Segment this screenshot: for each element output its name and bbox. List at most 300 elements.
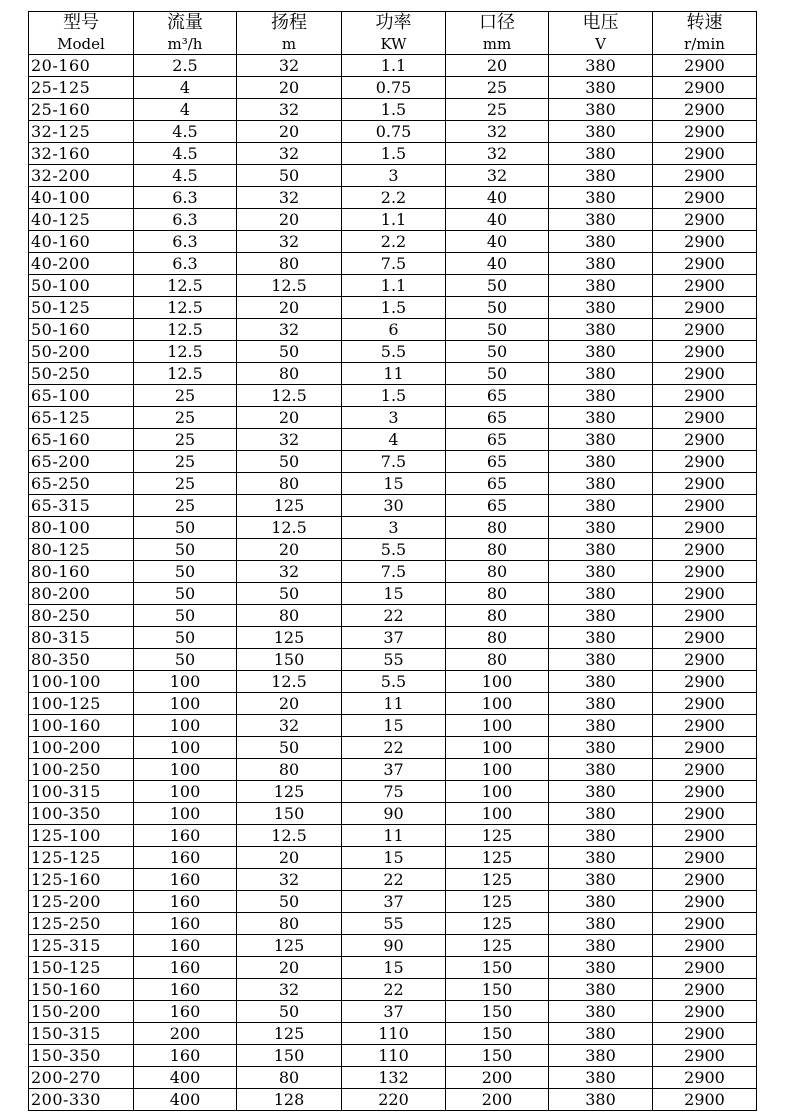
cell-diameter: 80 <box>446 517 549 539</box>
cell-flow: 12.5 <box>134 341 237 363</box>
cell-power: 37 <box>342 1001 446 1023</box>
cell-head: 12.5 <box>237 517 342 539</box>
cell-model: 65-160 <box>29 429 134 451</box>
cell-model: 100-315 <box>29 781 134 803</box>
cell-diameter: 25 <box>446 99 549 121</box>
cell-speed: 2900 <box>653 363 757 385</box>
cell-flow: 100 <box>134 759 237 781</box>
cell-power: 1.1 <box>342 275 446 297</box>
cell-diameter: 40 <box>446 187 549 209</box>
cell-flow: 160 <box>134 847 237 869</box>
cell-head: 80 <box>237 605 342 627</box>
table-row <box>29 495 757 517</box>
cell-voltage: 380 <box>549 957 653 979</box>
cell-speed: 2900 <box>653 407 757 429</box>
cell-power: 90 <box>342 803 446 825</box>
cell-power: 22 <box>342 979 446 1001</box>
cell-voltage: 380 <box>549 385 653 407</box>
cell-head: 32 <box>237 187 342 209</box>
cell-flow: 12.5 <box>134 297 237 319</box>
cell-model: 32-160 <box>29 143 134 165</box>
cell-flow: 25 <box>134 495 237 517</box>
cell-power: 11 <box>342 825 446 847</box>
cell-head: 32 <box>237 561 342 583</box>
cell-speed: 2900 <box>653 583 757 605</box>
cell-power: 3 <box>342 165 446 187</box>
cell-model: 125-315 <box>29 935 134 957</box>
cell-speed: 2900 <box>653 1045 757 1067</box>
cell-model: 125-250 <box>29 913 134 935</box>
cell-power: 55 <box>342 649 446 671</box>
cell-model: 150-200 <box>29 1001 134 1023</box>
cell-speed: 2900 <box>653 429 757 451</box>
cell-flow: 100 <box>134 671 237 693</box>
header-power-cn: 功率 <box>342 12 446 35</box>
cell-voltage: 380 <box>549 979 653 1001</box>
cell-diameter: 32 <box>446 121 549 143</box>
cell-head: 12.5 <box>237 825 342 847</box>
cell-head: 32 <box>237 99 342 121</box>
cell-model: 100-160 <box>29 715 134 737</box>
header-row-units <box>29 34 757 55</box>
cell-power: 22 <box>342 869 446 891</box>
cell-voltage: 380 <box>549 1089 653 1111</box>
cell-power: 0.75 <box>342 121 446 143</box>
cell-diameter: 65 <box>446 451 549 473</box>
cell-power: 132 <box>342 1067 446 1089</box>
cell-voltage: 380 <box>549 803 653 825</box>
table-row <box>29 935 757 957</box>
cell-speed: 2900 <box>653 649 757 671</box>
table-row <box>29 715 757 737</box>
cell-diameter: 50 <box>446 341 549 363</box>
cell-flow: 50 <box>134 649 237 671</box>
cell-flow: 50 <box>134 605 237 627</box>
cell-head: 80 <box>237 253 342 275</box>
cell-speed: 2900 <box>653 913 757 935</box>
cell-head: 20 <box>237 209 342 231</box>
cell-speed: 2900 <box>653 1089 757 1111</box>
cell-power: 110 <box>342 1045 446 1067</box>
cell-voltage: 380 <box>549 451 653 473</box>
cell-flow: 4.5 <box>134 165 237 187</box>
table-row <box>29 55 757 77</box>
header-diameter-unit: mm <box>446 34 549 55</box>
cell-head: 20 <box>237 297 342 319</box>
cell-model: 32-200 <box>29 165 134 187</box>
table-row <box>29 363 757 385</box>
cell-flow: 4.5 <box>134 143 237 165</box>
cell-diameter: 150 <box>446 957 549 979</box>
cell-flow: 4.5 <box>134 121 237 143</box>
cell-speed: 2900 <box>653 957 757 979</box>
cell-flow: 100 <box>134 781 237 803</box>
cell-model: 50-200 <box>29 341 134 363</box>
cell-diameter: 65 <box>446 473 549 495</box>
cell-voltage: 380 <box>549 847 653 869</box>
cell-voltage: 380 <box>549 495 653 517</box>
cell-speed: 2900 <box>653 781 757 803</box>
cell-head: 50 <box>237 1001 342 1023</box>
cell-head: 80 <box>237 913 342 935</box>
cell-voltage: 380 <box>549 737 653 759</box>
table-row <box>29 165 757 187</box>
cell-flow: 160 <box>134 979 237 1001</box>
cell-diameter: 125 <box>446 913 549 935</box>
cell-model: 50-100 <box>29 275 134 297</box>
cell-voltage: 380 <box>549 187 653 209</box>
cell-speed: 2900 <box>653 495 757 517</box>
cell-diameter: 65 <box>446 495 549 517</box>
cell-head: 125 <box>237 935 342 957</box>
cell-speed: 2900 <box>653 55 757 77</box>
cell-head: 12.5 <box>237 671 342 693</box>
table-row <box>29 1089 757 1111</box>
cell-speed: 2900 <box>653 715 757 737</box>
cell-head: 32 <box>237 231 342 253</box>
cell-flow: 50 <box>134 627 237 649</box>
cell-model: 80-315 <box>29 627 134 649</box>
cell-voltage: 380 <box>549 209 653 231</box>
cell-head: 20 <box>237 539 342 561</box>
cell-speed: 2900 <box>653 693 757 715</box>
cell-flow: 50 <box>134 561 237 583</box>
cell-voltage: 380 <box>549 143 653 165</box>
cell-diameter: 80 <box>446 627 549 649</box>
cell-head: 150 <box>237 1045 342 1067</box>
cell-head: 150 <box>237 649 342 671</box>
cell-diameter: 100 <box>446 781 549 803</box>
cell-model: 125-125 <box>29 847 134 869</box>
cell-power: 37 <box>342 627 446 649</box>
cell-diameter: 50 <box>446 275 549 297</box>
cell-model: 65-250 <box>29 473 134 495</box>
cell-model: 65-200 <box>29 451 134 473</box>
table-row <box>29 605 757 627</box>
cell-power: 1.1 <box>342 209 446 231</box>
cell-power: 15 <box>342 957 446 979</box>
cell-power: 7.5 <box>342 451 446 473</box>
cell-speed: 2900 <box>653 627 757 649</box>
table-row <box>29 429 757 451</box>
table-row <box>29 825 757 847</box>
cell-flow: 100 <box>134 803 237 825</box>
cell-diameter: 40 <box>446 209 549 231</box>
header-model-en: Model <box>29 34 134 55</box>
cell-speed: 2900 <box>653 231 757 253</box>
cell-voltage: 380 <box>549 539 653 561</box>
cell-flow: 6.3 <box>134 187 237 209</box>
cell-head: 32 <box>237 319 342 341</box>
cell-model: 80-200 <box>29 583 134 605</box>
cell-voltage: 380 <box>549 253 653 275</box>
cell-flow: 6.3 <box>134 209 237 231</box>
cell-head: 32 <box>237 429 342 451</box>
cell-voltage: 380 <box>549 869 653 891</box>
cell-speed: 2900 <box>653 99 757 121</box>
cell-model: 150-315 <box>29 1023 134 1045</box>
cell-model: 65-100 <box>29 385 134 407</box>
table-row <box>29 143 757 165</box>
cell-power: 55 <box>342 913 446 935</box>
cell-speed: 2900 <box>653 1023 757 1045</box>
cell-model: 80-250 <box>29 605 134 627</box>
cell-flow: 2.5 <box>134 55 237 77</box>
cell-diameter: 50 <box>446 319 549 341</box>
cell-head: 20 <box>237 957 342 979</box>
cell-speed: 2900 <box>653 253 757 275</box>
cell-head: 20 <box>237 693 342 715</box>
cell-speed: 2900 <box>653 869 757 891</box>
cell-model: 80-100 <box>29 517 134 539</box>
cell-speed: 2900 <box>653 847 757 869</box>
cell-voltage: 380 <box>549 275 653 297</box>
cell-diameter: 100 <box>446 803 549 825</box>
cell-head: 32 <box>237 55 342 77</box>
cell-flow: 160 <box>134 1045 237 1067</box>
cell-speed: 2900 <box>653 759 757 781</box>
cell-model: 100-100 <box>29 671 134 693</box>
cell-diameter: 150 <box>446 1045 549 1067</box>
cell-model: 100-250 <box>29 759 134 781</box>
cell-model: 100-125 <box>29 693 134 715</box>
cell-model: 65-315 <box>29 495 134 517</box>
table-row <box>29 99 757 121</box>
cell-model: 125-100 <box>29 825 134 847</box>
cell-flow: 160 <box>134 825 237 847</box>
cell-power: 37 <box>342 759 446 781</box>
cell-voltage: 380 <box>549 781 653 803</box>
cell-model: 40-160 <box>29 231 134 253</box>
cell-head: 128 <box>237 1089 342 1111</box>
cell-power: 15 <box>342 583 446 605</box>
cell-flow: 100 <box>134 693 237 715</box>
cell-speed: 2900 <box>653 561 757 583</box>
table-row <box>29 187 757 209</box>
table-row <box>29 583 757 605</box>
table-row <box>29 77 757 99</box>
cell-diameter: 20 <box>446 55 549 77</box>
cell-head: 32 <box>237 143 342 165</box>
cell-flow: 160 <box>134 869 237 891</box>
cell-speed: 2900 <box>653 473 757 495</box>
cell-speed: 2900 <box>653 275 757 297</box>
cell-head: 50 <box>237 165 342 187</box>
cell-speed: 2900 <box>653 979 757 1001</box>
cell-power: 2.2 <box>342 187 446 209</box>
cell-flow: 160 <box>134 1001 237 1023</box>
table-body <box>29 55 757 1111</box>
cell-speed: 2900 <box>653 935 757 957</box>
table-row <box>29 1045 757 1067</box>
table-row <box>29 319 757 341</box>
cell-model: 40-125 <box>29 209 134 231</box>
cell-head: 50 <box>237 583 342 605</box>
cell-power: 1.5 <box>342 99 446 121</box>
table-row <box>29 803 757 825</box>
cell-power: 22 <box>342 737 446 759</box>
header-voltage-unit: V <box>549 34 653 55</box>
cell-voltage: 380 <box>549 825 653 847</box>
table-row <box>29 891 757 913</box>
cell-power: 15 <box>342 473 446 495</box>
cell-voltage: 380 <box>549 55 653 77</box>
cell-diameter: 80 <box>446 649 549 671</box>
cell-diameter: 40 <box>446 231 549 253</box>
cell-model: 25-125 <box>29 77 134 99</box>
cell-model: 32-125 <box>29 121 134 143</box>
cell-flow: 160 <box>134 891 237 913</box>
cell-voltage: 380 <box>549 627 653 649</box>
cell-voltage: 380 <box>549 693 653 715</box>
cell-speed: 2900 <box>653 517 757 539</box>
cell-head: 12.5 <box>237 385 342 407</box>
cell-power: 1.5 <box>342 297 446 319</box>
table-row <box>29 1001 757 1023</box>
cell-diameter: 125 <box>446 825 549 847</box>
cell-diameter: 100 <box>446 671 549 693</box>
cell-model: 65-125 <box>29 407 134 429</box>
cell-voltage: 380 <box>549 913 653 935</box>
cell-voltage: 380 <box>549 583 653 605</box>
table-row <box>29 869 757 891</box>
table-row <box>29 407 757 429</box>
cell-speed: 2900 <box>653 319 757 341</box>
cell-flow: 400 <box>134 1089 237 1111</box>
table-row <box>29 671 757 693</box>
header-speed-cn: 转速 <box>653 12 757 35</box>
header-power-unit: KW <box>342 34 446 55</box>
header-flow-unit: m³/h <box>134 34 237 55</box>
cell-speed: 2900 <box>653 451 757 473</box>
cell-power: 11 <box>342 693 446 715</box>
cell-voltage: 380 <box>549 759 653 781</box>
table-row <box>29 627 757 649</box>
cell-model: 100-350 <box>29 803 134 825</box>
cell-speed: 2900 <box>653 77 757 99</box>
cell-diameter: 100 <box>446 737 549 759</box>
cell-flow: 6.3 <box>134 253 237 275</box>
cell-head: 20 <box>237 121 342 143</box>
cell-power: 2.2 <box>342 231 446 253</box>
cell-speed: 2900 <box>653 891 757 913</box>
cell-voltage: 380 <box>549 1045 653 1067</box>
table-row <box>29 341 757 363</box>
cell-diameter: 150 <box>446 979 549 1001</box>
cell-head: 125 <box>237 627 342 649</box>
cell-voltage: 380 <box>549 429 653 451</box>
cell-diameter: 80 <box>446 539 549 561</box>
cell-diameter: 80 <box>446 605 549 627</box>
table-row <box>29 121 757 143</box>
cell-power: 5.5 <box>342 671 446 693</box>
cell-head: 80 <box>237 759 342 781</box>
cell-diameter: 40 <box>446 253 549 275</box>
cell-head: 50 <box>237 891 342 913</box>
cell-diameter: 65 <box>446 407 549 429</box>
header-flow-cn: 流量 <box>134 12 237 35</box>
table-row <box>29 275 757 297</box>
cell-flow: 160 <box>134 957 237 979</box>
table-row <box>29 957 757 979</box>
cell-diameter: 50 <box>446 363 549 385</box>
cell-flow: 50 <box>134 539 237 561</box>
cell-voltage: 380 <box>549 715 653 737</box>
table-row <box>29 693 757 715</box>
cell-voltage: 380 <box>549 561 653 583</box>
cell-flow: 4 <box>134 99 237 121</box>
table-row <box>29 781 757 803</box>
cell-power: 5.5 <box>342 539 446 561</box>
cell-power: 6 <box>342 319 446 341</box>
table-row <box>29 737 757 759</box>
cell-speed: 2900 <box>653 385 757 407</box>
cell-voltage: 380 <box>549 1001 653 1023</box>
cell-diameter: 32 <box>446 165 549 187</box>
cell-model: 25-160 <box>29 99 134 121</box>
cell-model: 125-200 <box>29 891 134 913</box>
cell-flow: 25 <box>134 385 237 407</box>
cell-voltage: 380 <box>549 649 653 671</box>
cell-flow: 25 <box>134 429 237 451</box>
table-row <box>29 451 757 473</box>
table-row <box>29 913 757 935</box>
cell-speed: 2900 <box>653 341 757 363</box>
cell-head: 50 <box>237 341 342 363</box>
cell-voltage: 380 <box>549 517 653 539</box>
table-row <box>29 1067 757 1089</box>
cell-voltage: 380 <box>549 671 653 693</box>
cell-head: 12.5 <box>237 275 342 297</box>
cell-flow: 12.5 <box>134 319 237 341</box>
cell-voltage: 380 <box>549 231 653 253</box>
cell-speed: 2900 <box>653 737 757 759</box>
cell-diameter: 125 <box>446 935 549 957</box>
header-speed-unit: r/min <box>653 34 757 55</box>
cell-flow: 160 <box>134 935 237 957</box>
cell-diameter: 50 <box>446 297 549 319</box>
cell-flow: 12.5 <box>134 363 237 385</box>
cell-speed: 2900 <box>653 1067 757 1089</box>
cell-model: 200-330 <box>29 1089 134 1111</box>
cell-voltage: 380 <box>549 363 653 385</box>
cell-speed: 2900 <box>653 165 757 187</box>
cell-power: 1.5 <box>342 385 446 407</box>
cell-diameter: 125 <box>446 869 549 891</box>
cell-head: 50 <box>237 737 342 759</box>
cell-diameter: 80 <box>446 561 549 583</box>
cell-model: 150-160 <box>29 979 134 1001</box>
cell-voltage: 380 <box>549 341 653 363</box>
cell-power: 4 <box>342 429 446 451</box>
cell-model: 150-125 <box>29 957 134 979</box>
cell-diameter: 32 <box>446 143 549 165</box>
cell-power: 11 <box>342 363 446 385</box>
cell-diameter: 150 <box>446 1001 549 1023</box>
cell-diameter: 65 <box>446 429 549 451</box>
cell-head: 125 <box>237 1023 342 1045</box>
cell-speed: 2900 <box>653 671 757 693</box>
cell-voltage: 380 <box>549 121 653 143</box>
cell-speed: 2900 <box>653 297 757 319</box>
cell-power: 5.5 <box>342 341 446 363</box>
table-row <box>29 297 757 319</box>
cell-model: 80-350 <box>29 649 134 671</box>
spec-sheet <box>28 11 757 1111</box>
cell-head: 32 <box>237 869 342 891</box>
table-header <box>29 12 757 55</box>
cell-voltage: 380 <box>549 77 653 99</box>
